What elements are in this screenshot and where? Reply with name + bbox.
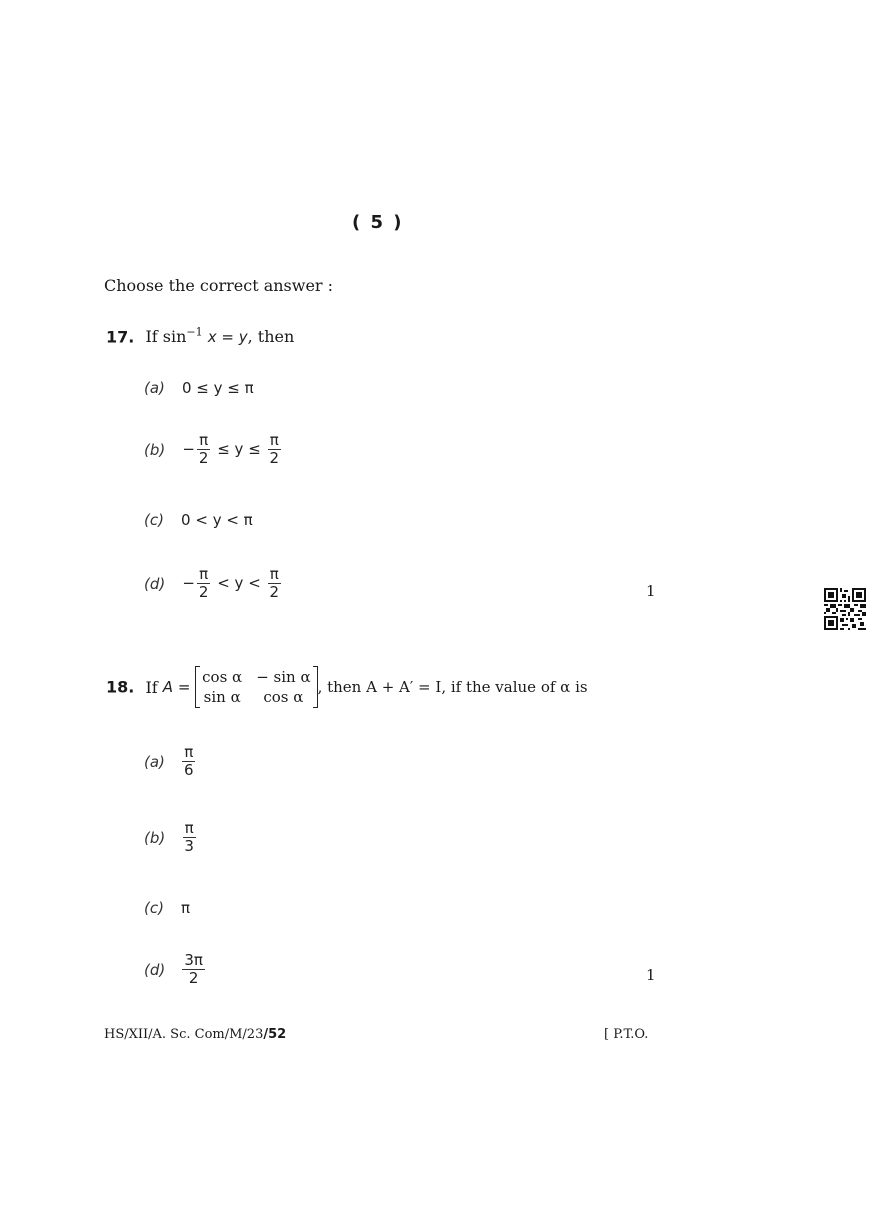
option-18b: (b) $\frac{\pi}{3}$ (144, 819, 194, 856)
question-number: 17. (106, 327, 135, 347)
option-18d: (d) $\frac{3\pi}{2}$ (144, 951, 203, 988)
qr-code-icon (824, 588, 866, 630)
option-17a: (a) 0 ≤ y ≤ π (144, 379, 254, 397)
pto-label: [ P.T.O. (604, 1027, 649, 1042)
marks-17: 1 (646, 582, 656, 600)
paper-code: HS/XII/A. Sc. Com/M/23/52 (104, 1027, 287, 1042)
option-17b: (b) − $\frac{\pi}{2}$ ≤ y ≤ $\frac{\pi}{2}$ (144, 431, 280, 468)
instruction-text: Choose the correct answer : (104, 276, 334, 295)
question-stem: $\sin^{-1} x = y$, then (162, 326, 295, 347)
page-number: ( 5 ) (352, 212, 404, 233)
option-18a: (a) $\frac{\pi}{6}$ (144, 743, 194, 780)
question-18: 18. If A = cos α − sin α sin α cos α , then A + A′ = I, if the value of α is (106, 668, 588, 706)
option-18c: (c) π (144, 899, 191, 917)
matrix-a: cos α − sin α sin α cos α (195, 666, 317, 708)
option-17d: (d) − $\frac{\pi}{2}$ < y < $\frac{\pi}{2}$ (144, 565, 280, 602)
option-17c: (c) 0 < y < π (144, 511, 253, 529)
marks-18: 1 (646, 966, 656, 984)
question-17 (106, 326, 294, 346)
question-prefix: If (145, 327, 158, 347)
